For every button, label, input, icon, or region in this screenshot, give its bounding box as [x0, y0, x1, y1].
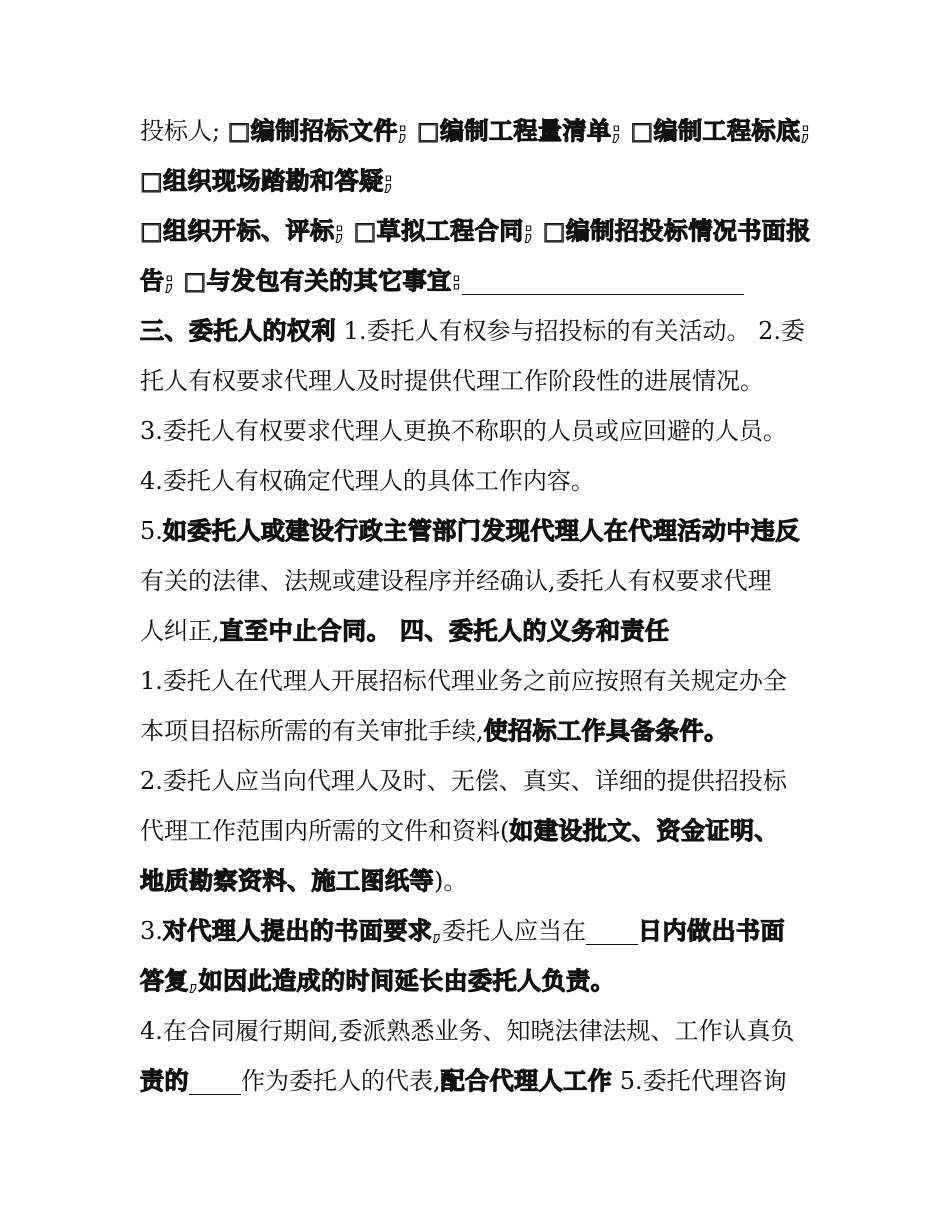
- section-heading: 三、委托人的权利: [140, 317, 336, 345]
- paragraph-line: [140, 406, 820, 456]
- paragraph-line: [140, 556, 820, 606]
- fill-in-blank: [586, 918, 638, 945]
- paragraph-line: [140, 656, 820, 706]
- paragraph-line: [140, 856, 820, 906]
- text-run: 2.委托人应当向代理人及时、无偿、真实、详细的提供招投标: [140, 767, 787, 795]
- text-run: 1.委托人在代理人开展招标代理业务之前应按照有关规定办全: [140, 667, 787, 695]
- paragraph-line: [140, 906, 820, 956]
- text-run: 本项目招标所需的有关审批手续,: [140, 717, 484, 745]
- bold-text-run: 日内做出书面: [638, 917, 786, 945]
- paragraph-line: [140, 506, 820, 556]
- text-run: 有关的法律、法规或建设程序并经确认,委托人有权要求代理: [140, 567, 772, 595]
- text-run: 投标人;: [140, 117, 228, 145]
- text-run: 委托人应当在: [442, 917, 587, 945]
- paragraph-line: [140, 606, 820, 656]
- bold-text-run: 配合代理人工作: [440, 1067, 613, 1095]
- bold-text-run: 责的: [140, 1067, 189, 1095]
- paragraph-line: [140, 156, 820, 206]
- paragraph-line: [140, 706, 820, 756]
- bold-text-run: 对代理人提出的书面要求,: [162, 917, 443, 945]
- paragraph-line: [140, 256, 820, 306]
- text-run: 4.在合同履行期间,委派熟悉业务、知晓法律法规、工作认真负: [140, 1017, 795, 1045]
- checkbox-options-text: □组织开标、评标; □草拟工程合同; □编制招投标情况书面报: [140, 217, 811, 245]
- paragraph-line: [140, 956, 820, 1006]
- paragraph-line: [140, 756, 820, 806]
- text-run: 代理工作范围内所需的文件和资料(: [140, 817, 510, 845]
- bold-text-run: 如建设批文、资金证明、: [509, 817, 779, 845]
- bold-text-run: 使招标工作具备条件。: [483, 717, 729, 745]
- text-run: 4.委托人有权确定代理人的具体工作内容。: [140, 467, 595, 495]
- checkbox-options-text: □组织现场踏勘和答疑;: [140, 167, 394, 195]
- paragraph-line: [140, 306, 820, 356]
- section-heading: 直至中止合同。 四、委托人的义务和责任: [219, 617, 670, 645]
- text-run: 1.委托人有权参与招投标的有关活动。 2.委: [336, 317, 806, 345]
- fill-in-blank: [462, 268, 744, 295]
- paragraph-line: [140, 106, 820, 156]
- contract-body: [140, 106, 820, 1106]
- paragraph-line: [140, 456, 820, 506]
- bold-text-run: 如委托人或建设行政主管部门发现代理人在代理活动中违反: [162, 517, 800, 545]
- text-run: 托人有权要求代理人及时提供代理工作阶段性的进展情况。: [140, 367, 764, 395]
- checkbox-options-text: 告; □与发包有关的其它事宜:: [140, 267, 462, 295]
- paragraph-line: [140, 356, 820, 406]
- bold-text-run: 地质勘察资料、施工图纸等: [140, 867, 434, 895]
- text-run: 人纠正,: [140, 617, 220, 645]
- text-run: 5.: [140, 517, 163, 545]
- text-run: 3.: [140, 917, 163, 945]
- text-run: 作为委托人的代表,: [241, 1067, 441, 1095]
- text-run: )。: [434, 867, 468, 895]
- text-run: 3.委托人有权要求代理人更换不称职的人员或应回避的人员。: [140, 417, 787, 445]
- fill-in-blank: [189, 1068, 241, 1095]
- paragraph-line: [140, 806, 820, 856]
- text-run: 5.委托代理咨询: [612, 1067, 787, 1095]
- paragraph-line: [140, 1006, 820, 1056]
- paragraph-line: [140, 206, 820, 256]
- checkbox-options-text: □编制招标文件; □编制工程量清单; □编制工程标底;: [227, 117, 811, 145]
- paragraph-line: [140, 1056, 820, 1106]
- bold-text-run: 答复,如因此造成的时间延长由委托人负责。: [140, 967, 616, 995]
